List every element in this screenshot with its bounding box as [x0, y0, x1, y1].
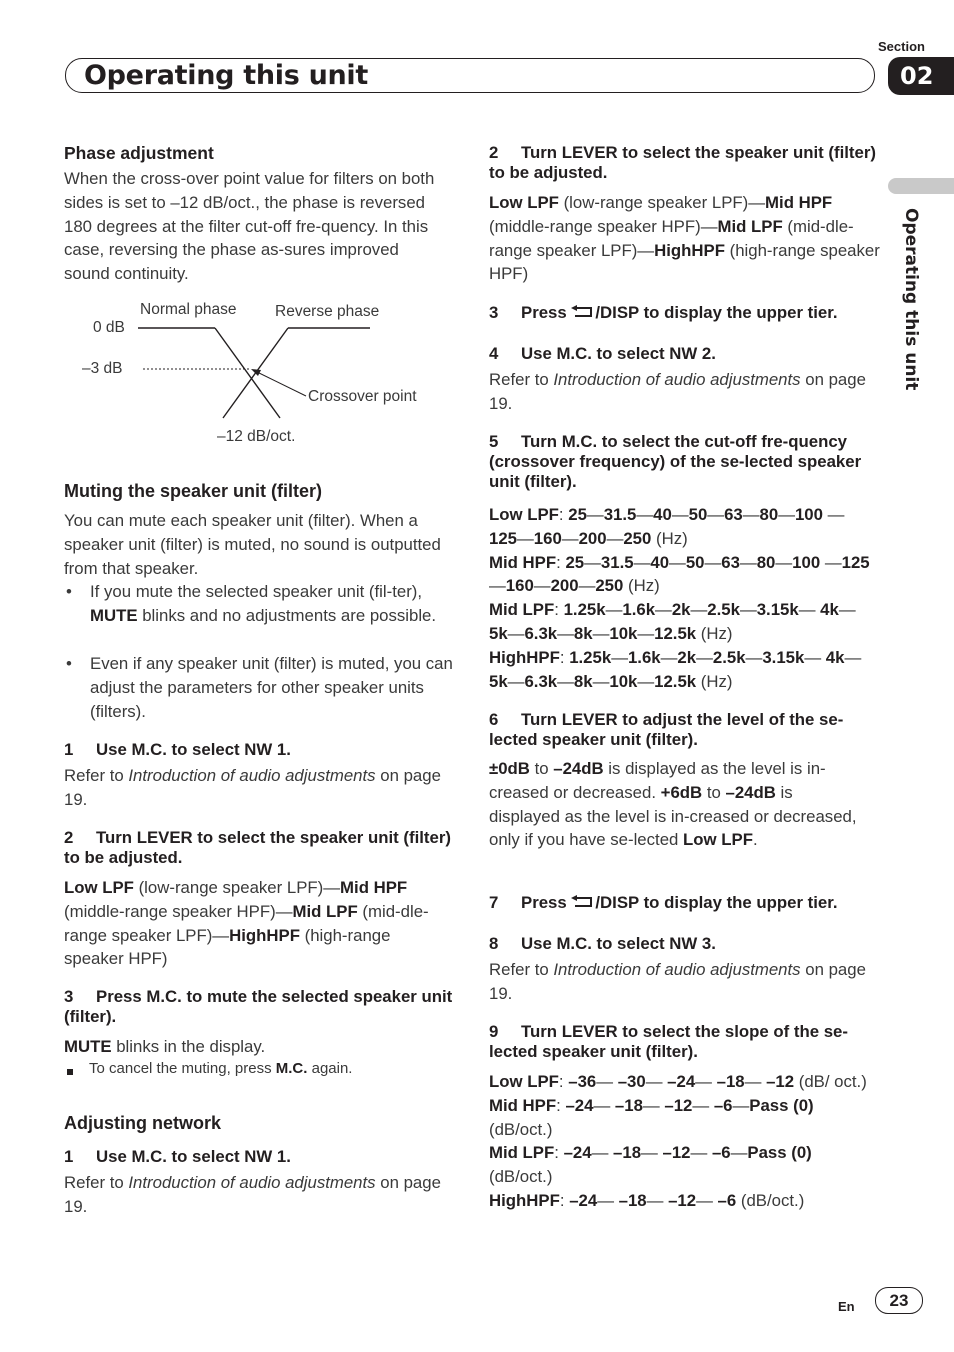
text-run: — [655, 600, 672, 620]
text-run: — [596, 1072, 618, 1091]
right-step-3 [489, 303, 838, 323]
left-step-3-text [64, 1035, 265, 1059]
right-step-2 [489, 143, 879, 183]
step-number: 3 [64, 987, 74, 1006]
step-number: 2 [489, 143, 499, 162]
text-run: — [507, 623, 525, 643]
bold-term: 100 [792, 552, 821, 572]
left-step-2 [64, 828, 454, 868]
slope-low-lpf [489, 1070, 867, 1094]
text-run: . [752, 830, 758, 850]
slope-high-hpf [489, 1189, 867, 1213]
bold-term: Low LPF [64, 878, 134, 897]
right-step-6-text [489, 757, 864, 852]
bullet-1-post: blinks and no adjustments are possible. [137, 605, 437, 625]
side-tab-label: Operating this unit [901, 208, 921, 391]
ref-pre: Refer to [489, 370, 554, 389]
minus3-db-label: –3 dB [82, 360, 123, 377]
bold-term: 200 [578, 528, 607, 548]
bold-term: 1.25k [563, 600, 606, 620]
right-step-8 [489, 934, 716, 954]
text-run: — [636, 505, 654, 524]
bold-term: 25 [568, 505, 587, 524]
text-run: (Hz) [651, 528, 688, 548]
text-run: — [704, 552, 722, 572]
bold-term: 6.3k [524, 671, 558, 691]
bold-term: 12.5k [654, 671, 697, 691]
ref-post: on page 19. [64, 1173, 441, 1216]
text-run: — [606, 528, 624, 548]
step-title: /DISP to display the upper tier. [595, 893, 838, 912]
bold-term: 8k [573, 623, 593, 643]
bold-term: –24dB [553, 759, 604, 778]
step-title: Turn LEVER to select the slope of the se-lected speaker unit (filter). [489, 1022, 848, 1061]
step-title: Turn LEVER to select the speaker unit (filter) to be adjusted. [64, 828, 451, 867]
reverse-phase-label: Reverse phase [275, 303, 380, 320]
bold-term: 100 [794, 505, 823, 524]
zero-db-label: 0 dB [93, 319, 125, 336]
bold-term: –18 [613, 1143, 642, 1163]
bold-term: 10k [609, 671, 638, 691]
text-run: — [584, 552, 601, 572]
press-word: Press [521, 893, 572, 912]
bold-term: 50 [688, 505, 708, 524]
text-run: — [822, 505, 845, 524]
bold-term: –12 [664, 1095, 693, 1115]
bold-term: –12 [668, 1190, 697, 1210]
step-number: 3 [489, 303, 499, 322]
bold-term: –36 [568, 1072, 597, 1091]
section-number: 02 [888, 57, 954, 95]
text-run: — [592, 623, 610, 643]
right-step-4-ref [489, 368, 874, 416]
text-run: to [529, 759, 554, 778]
text-run: : [559, 1190, 570, 1210]
network-heading: Adjusting network [64, 1113, 221, 1133]
text-run: — [593, 1095, 615, 1115]
section-label: Section [878, 39, 925, 54]
text-run: — [507, 671, 525, 691]
step-title: Turn LEVER to adjust the level of the se-lected speaker unit (filter). [489, 710, 844, 749]
step-title: /DISP to display the upper tier. [595, 303, 838, 322]
bold-term: Low LPF [683, 830, 753, 850]
step-title: Use M.C. to select NW 1. [96, 1147, 291, 1166]
bold-term: –6 [717, 1190, 737, 1210]
bold-term: 2.5k [707, 600, 740, 620]
mute-text-rest: blinks in the display. [111, 1037, 266, 1056]
bold-term: 160 [533, 528, 562, 548]
text-run: — [739, 552, 757, 572]
text-run: (low-range speaker LPF)— [133, 878, 341, 897]
bold-term: +6dB [660, 782, 703, 802]
note-pre: To cancel the muting, press [89, 1060, 276, 1077]
step-number: 7 [489, 893, 499, 912]
bold-term: 10k [609, 623, 638, 643]
text-run: — [732, 1095, 750, 1115]
text-run: : [556, 1095, 566, 1115]
right-step-6 [489, 710, 884, 750]
text-run: — [671, 505, 689, 524]
ref-post: on page 19. [489, 960, 866, 1003]
text-run: — [696, 1190, 718, 1210]
note-post: again. [307, 1060, 353, 1077]
bold-term: –18 [614, 1095, 643, 1115]
text-run: is displayed as the level is in-creased or decreased, only if you have se-lected [489, 782, 857, 850]
bold-term: –12 [766, 1072, 795, 1091]
text-run: — [742, 505, 760, 524]
step-title: Use M.C. to select NW 2. [521, 344, 716, 363]
text-run: — [775, 552, 793, 572]
ref-pre: Refer to [64, 766, 129, 785]
bold-term: 2k [671, 600, 691, 620]
bold-term: 3.15k [762, 647, 805, 667]
bold-term: HighHPF [489, 647, 560, 667]
text-run: — [517, 528, 534, 548]
step-title: Turn LEVER to select the speaker unit (filter) to be adjusted. [489, 143, 876, 182]
step-number: 2 [64, 828, 74, 847]
mute-word: MUTE [64, 1037, 112, 1056]
freq-mid-lpf [489, 598, 871, 646]
ref-italic: Introduction of audio adjustments [128, 766, 376, 785]
bold-term: 6.3k [524, 623, 558, 643]
bold-term: 31.5 [600, 552, 634, 572]
ref-italic: Introduction of audio adjustments [553, 960, 801, 979]
right-step-9 [489, 1022, 884, 1062]
step-title: Use M.C. to select NW 1. [96, 740, 291, 759]
bold-term: 40 [653, 505, 672, 524]
bold-term: Mid LPF [292, 901, 358, 921]
language-label: En [838, 1299, 855, 1314]
bold-term: 63 [724, 505, 743, 524]
bold-term: Mid HPF [489, 552, 557, 572]
ref-pre: Refer to [489, 960, 554, 979]
freq-high-hpf [489, 646, 871, 694]
bold-term: Mid HPF [340, 878, 408, 897]
bold-term: 1.25k [569, 647, 612, 667]
phase-diagram [80, 300, 460, 450]
text-run: — [838, 600, 856, 620]
bold-term: Pass (0) [747, 1143, 812, 1163]
bold-term: 2.5k [712, 647, 746, 667]
normal-phase-label: Normal phase [140, 301, 237, 318]
text-run: — [597, 1190, 619, 1210]
bold-term: 4k [820, 600, 839, 620]
text-run: — [820, 552, 842, 572]
text-run: — [592, 671, 610, 691]
bold-term: 125 [489, 528, 517, 548]
bold-term: 12.5k [654, 623, 697, 643]
text-run: (dB/ oct.) [794, 1072, 867, 1091]
back-arrow-icon [571, 305, 595, 319]
text-run: : [558, 505, 569, 524]
text-run: — [591, 1143, 614, 1163]
bold-term: 5k [489, 623, 508, 643]
step-number: 8 [489, 934, 499, 953]
bold-term: –24 [563, 1143, 592, 1163]
text-run: (dB/oct.) [736, 1190, 805, 1210]
text-run: : [559, 647, 570, 667]
bold-term: HighHPF [654, 240, 725, 260]
bold-term: –24 [565, 1095, 594, 1115]
text-run: — [696, 647, 713, 667]
right-step-5 [489, 432, 874, 492]
network-step-1-ref [64, 1171, 449, 1219]
ref-pre: Refer to [64, 1173, 129, 1192]
text-run: — [695, 1072, 717, 1091]
bold-term: 1.6k [622, 600, 656, 620]
ref-italic: Introduction of audio adjustments [553, 370, 801, 389]
ref-post: on page 19. [489, 370, 866, 413]
text-run: — [660, 647, 678, 667]
text-run: — [578, 576, 596, 596]
bold-term: –6 [713, 1095, 733, 1115]
bold-term: Mid LPF [489, 600, 555, 620]
step-number: 4 [489, 344, 499, 363]
text-run: (high-range speaker HPF) [64, 925, 391, 969]
left-step-1 [64, 740, 291, 760]
text-run: — [745, 647, 763, 667]
text-run: (mid-dle-range speaker LPF)— [64, 901, 429, 945]
ref-italic: Introduction of audio adjustments [128, 1173, 376, 1192]
text-run: — [533, 576, 551, 596]
bold-term: 63 [721, 552, 740, 572]
step-title: Press M.C. to mute the selected speaker unit (filter). [64, 987, 453, 1026]
slope-list [489, 1070, 867, 1213]
bold-term: –18 [716, 1072, 745, 1091]
text-run: — [690, 1143, 712, 1163]
text-run: — [646, 1190, 669, 1210]
text-run: — [605, 600, 623, 620]
bold-term: HighHPF [229, 925, 300, 945]
bold-term: 8k [573, 671, 593, 691]
bold-term: 125 [841, 552, 870, 572]
text-run: — [692, 1095, 714, 1115]
bold-term: –6 [711, 1143, 731, 1163]
freq-low-lpf [489, 503, 871, 551]
right-step-8-ref [489, 958, 874, 1006]
phase-heading: Phase adjustment [64, 143, 214, 163]
ref-post: on page 19. [64, 766, 441, 809]
left-step-3 [64, 987, 459, 1027]
text-run: : [554, 1143, 564, 1163]
text-run: — [557, 623, 574, 643]
text-run: — [642, 1095, 665, 1115]
bold-term: Mid LPF [717, 216, 783, 236]
text-run: (low-range speaker LPF)— [558, 193, 766, 212]
bold-term: Low LPF [489, 505, 559, 524]
text-run: (Hz) [696, 623, 733, 643]
right-step-4 [489, 344, 716, 364]
freq-mid-hpf [489, 551, 871, 599]
text-run: — [586, 505, 604, 524]
bullet-1-pre: If you mute the selected speaker unit (fil-ter), [90, 582, 423, 601]
bold-term: Pass (0) [749, 1095, 814, 1115]
text-run: — [669, 552, 686, 572]
step-title: Turn M.C. to select the cut-off fre-quency (crossover frequency) of the se-lected speaker unit (filter). [489, 432, 862, 491]
bold-term: –24 [569, 1190, 598, 1210]
text-run: — [739, 600, 757, 620]
step-number: 1 [64, 740, 74, 759]
step-number: 6 [489, 710, 499, 729]
bold-term: Mid HPF [765, 193, 833, 212]
bold-term: 80 [759, 505, 779, 524]
text-run: (Hz) [623, 576, 660, 596]
text-run: : [554, 600, 564, 620]
text-run: — [804, 647, 826, 667]
frequency-list [489, 503, 871, 693]
text-run: — [637, 623, 655, 643]
bold-term: –12 [662, 1143, 691, 1163]
page-number: 23 [875, 1287, 923, 1314]
text-run: to [702, 782, 726, 802]
cancel-note [64, 1060, 352, 1077]
text-run: (Hz) [696, 671, 733, 691]
bold-term: –30 [617, 1072, 646, 1091]
left-step-1-ref [64, 764, 449, 812]
text-run: (dB/oct.) [489, 1167, 553, 1187]
slope-mid-lpf [489, 1141, 867, 1189]
bold-term: 25 [565, 552, 585, 572]
bold-term: 31.5 [603, 505, 637, 524]
left-step-2-text [64, 876, 454, 971]
text-run: — [844, 647, 862, 667]
bold-term: 2k [677, 647, 697, 667]
slope-mid-hpf [489, 1094, 867, 1142]
press-word: Press [521, 303, 572, 322]
text-run: (high-range speaker HPF) [489, 240, 880, 284]
text-run: — [778, 505, 795, 524]
text-run: — [645, 1072, 668, 1091]
mute-text: You can mute each speaker unit (filter). When a speaker unit (filter) is muted, no sound is outputted from that speaker. [64, 511, 441, 578]
bold-term: 1.6k [627, 647, 661, 667]
bold-term: 200 [550, 576, 579, 596]
bold-term: Low LPF [489, 193, 559, 212]
bold-term: Mid HPF [489, 1095, 557, 1115]
bold-term: 5k [489, 671, 508, 691]
text-run: — [489, 576, 506, 596]
step-number: 9 [489, 1022, 499, 1041]
side-tab-marker [888, 178, 954, 194]
bold-term: ±0dB [489, 759, 530, 778]
bold-term: 80 [756, 552, 776, 572]
network-step-1 [64, 1147, 291, 1167]
bullet-1-bold: MUTE [90, 605, 138, 625]
text-run: (middle-range speaker HPF)— [64, 901, 293, 921]
bold-term: 40 [650, 552, 670, 572]
phase-text: When the cross-over point value for filters on both sides is set to –12 dB/oct., the phase is reversed 180 degrees at the filter cut-off fre-quency. In this case, reversing the phase as-sures improved sound continuity. [64, 169, 435, 284]
bold-term: 160 [505, 576, 534, 596]
back-arrow-icon [571, 895, 595, 909]
page-title: Operating this unit [84, 60, 368, 91]
text-run: is displayed as the level is in-creased or decreased. [489, 759, 826, 802]
text-run: (mid-dle-range speaker LPF)— [489, 216, 854, 260]
text-run: : [558, 1072, 569, 1091]
right-step-7 [489, 893, 838, 913]
text-run: (middle-range speaker HPF)— [489, 216, 718, 236]
text-run: — [730, 1143, 748, 1163]
mute-bullet-2: • Even if any speaker unit (filter) is muted, you can adjust the parameters for other speaker units (filters). [64, 652, 468, 723]
text-run: — [633, 552, 651, 572]
text-run: — [798, 600, 821, 620]
bold-term: 4k [825, 647, 845, 667]
text-run: — [611, 647, 628, 667]
mute-heading: Muting the speaker unit (filter) [64, 481, 323, 501]
bold-term: –18 [618, 1190, 647, 1210]
step-number: 5 [489, 432, 499, 451]
bold-term: Mid LPF [489, 1143, 555, 1163]
slope-label: –12 dB/oct. [217, 428, 296, 445]
bold-term: –24dB [725, 782, 776, 802]
text-run: — [641, 1143, 663, 1163]
bold-term: 250 [623, 528, 652, 548]
bold-term: 250 [595, 576, 624, 596]
text-run: : [556, 552, 566, 572]
text-run: — [690, 600, 708, 620]
text-run: (dB/oct.) [489, 1119, 553, 1139]
bold-term: HighHPF [489, 1190, 560, 1210]
step-title: Use M.C. to select NW 3. [521, 934, 716, 953]
crossover-point-label: Crossover point [308, 388, 417, 405]
text-run: — [637, 671, 655, 691]
bold-term: 3.15k [756, 600, 799, 620]
mute-bullet-1 [64, 580, 468, 628]
bold-term: 50 [685, 552, 705, 572]
text-run: — [561, 528, 579, 548]
text-run: — [557, 671, 574, 691]
bold-term: Low LPF [489, 1072, 559, 1091]
note-bold: M.C. [275, 1060, 308, 1077]
right-step-2-text [489, 191, 881, 286]
text-run: — [707, 505, 725, 524]
text-run: — [744, 1072, 767, 1091]
bold-term: –24 [667, 1072, 696, 1091]
step-number: 1 [64, 1147, 74, 1166]
